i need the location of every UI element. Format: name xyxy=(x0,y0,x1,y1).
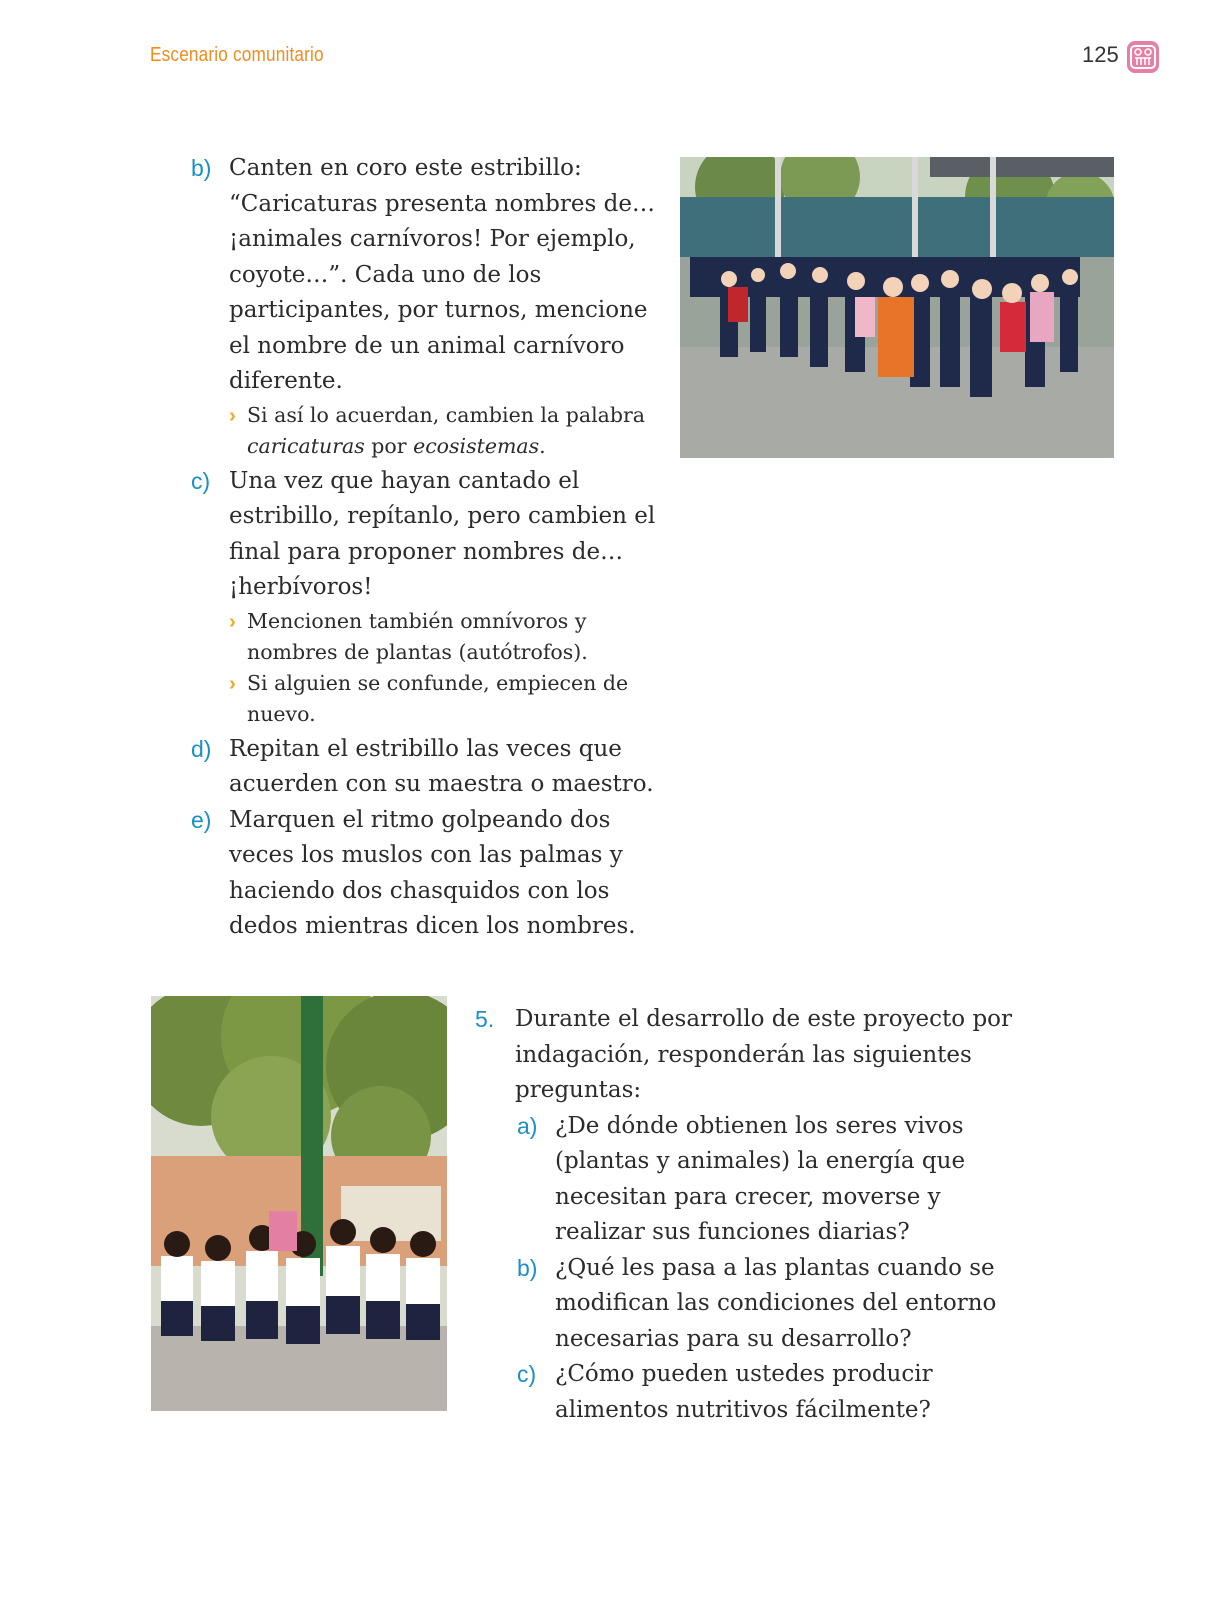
sub-question-text: ¿Cómo pueden ustedes producir alimentos nutritivos fácilmente? xyxy=(555,1361,933,1423)
question-text: Durante el desarrollo de este proyecto por indagación, responderán las siguientes preguntas: xyxy=(515,1006,1013,1103)
step-text: Una vez que hayan cantado el estribillo, repítanlo, pero cambien el final para proponer nombres de… ¡herbívoros! xyxy=(229,467,656,600)
sub-question-c xyxy=(517,1357,1035,1428)
bullet-text-em: caricaturas xyxy=(247,433,365,458)
bullet-item xyxy=(229,400,661,462)
step-text: Canten en coro este estribillo: “Caricaturas presenta nombres de… ¡animales carnívoros! Por ejemplo, coyote…”. Cada uno de los participantes, por turnos, mencione el nombre de un animal carnívoro diferente. xyxy=(229,155,655,394)
choir-photo-illustration xyxy=(680,157,1114,458)
sub-question-b xyxy=(517,1251,1035,1358)
question-5 xyxy=(475,1002,1035,1109)
chevron-bullet-icon: › xyxy=(229,671,236,695)
question-number: 5. xyxy=(475,1006,495,1032)
bullet-text-pre: Si así lo acuerdan, cambien la palabra xyxy=(247,402,645,427)
step-e xyxy=(191,803,661,945)
sub-question-label: c) xyxy=(517,1361,537,1387)
students-photo-illustration xyxy=(151,996,447,1411)
bullet-text-post: . xyxy=(539,433,546,458)
step-label: e) xyxy=(191,806,212,833)
question-column xyxy=(475,1002,1035,1428)
bullet-text: Mencionen también omnívoros y nombres de plantas (autótrofos). xyxy=(247,608,588,664)
step-b xyxy=(191,151,661,400)
sub-question-label: b) xyxy=(517,1254,538,1281)
students-photo xyxy=(151,996,447,1411)
section-title: Escenario comunitario xyxy=(150,44,324,66)
bullet-item xyxy=(229,606,661,668)
step-text: Repitan el estribillo las veces que acuerden con su maestra o maestro. xyxy=(229,735,654,797)
pink-glyph-icon xyxy=(1126,40,1160,74)
sub-question-label: a) xyxy=(517,1112,538,1139)
bullet-text-em: ecosistemas xyxy=(413,433,540,458)
steps-column xyxy=(191,151,661,945)
choir-photo xyxy=(680,157,1114,458)
chevron-bullet-icon: › xyxy=(229,609,236,633)
step-label: b) xyxy=(191,155,212,181)
bullet-item xyxy=(229,668,661,730)
bullet-text-mid: por xyxy=(364,433,414,458)
step-label: c) xyxy=(191,467,211,494)
chevron-bullet-icon: › xyxy=(229,403,236,427)
page-number: 125 xyxy=(1082,42,1119,67)
step-d xyxy=(191,732,661,803)
step-c xyxy=(191,464,661,606)
step-text: Marquen el ritmo golpeando dos veces los muslos con las palmas y haciendo dos chasquidos con los dedos mientras dicen los nombres. xyxy=(229,806,636,939)
step-label: d) xyxy=(191,735,212,762)
sub-question-text: ¿Qué les pasa a las plantas cuando se modifican las condiciones del entorno necesarias para su desarrollo? xyxy=(555,1254,997,1352)
sub-question-text: ¿De dónde obtienen los seres vivos (plantas y animales) la energía que necesitan para crecer, moverse y realizar sus funciones diarias? xyxy=(555,1112,966,1245)
bullet-text: Si alguien se confunde, empiecen de nuevo. xyxy=(247,670,629,726)
sub-question-a xyxy=(517,1109,1035,1251)
